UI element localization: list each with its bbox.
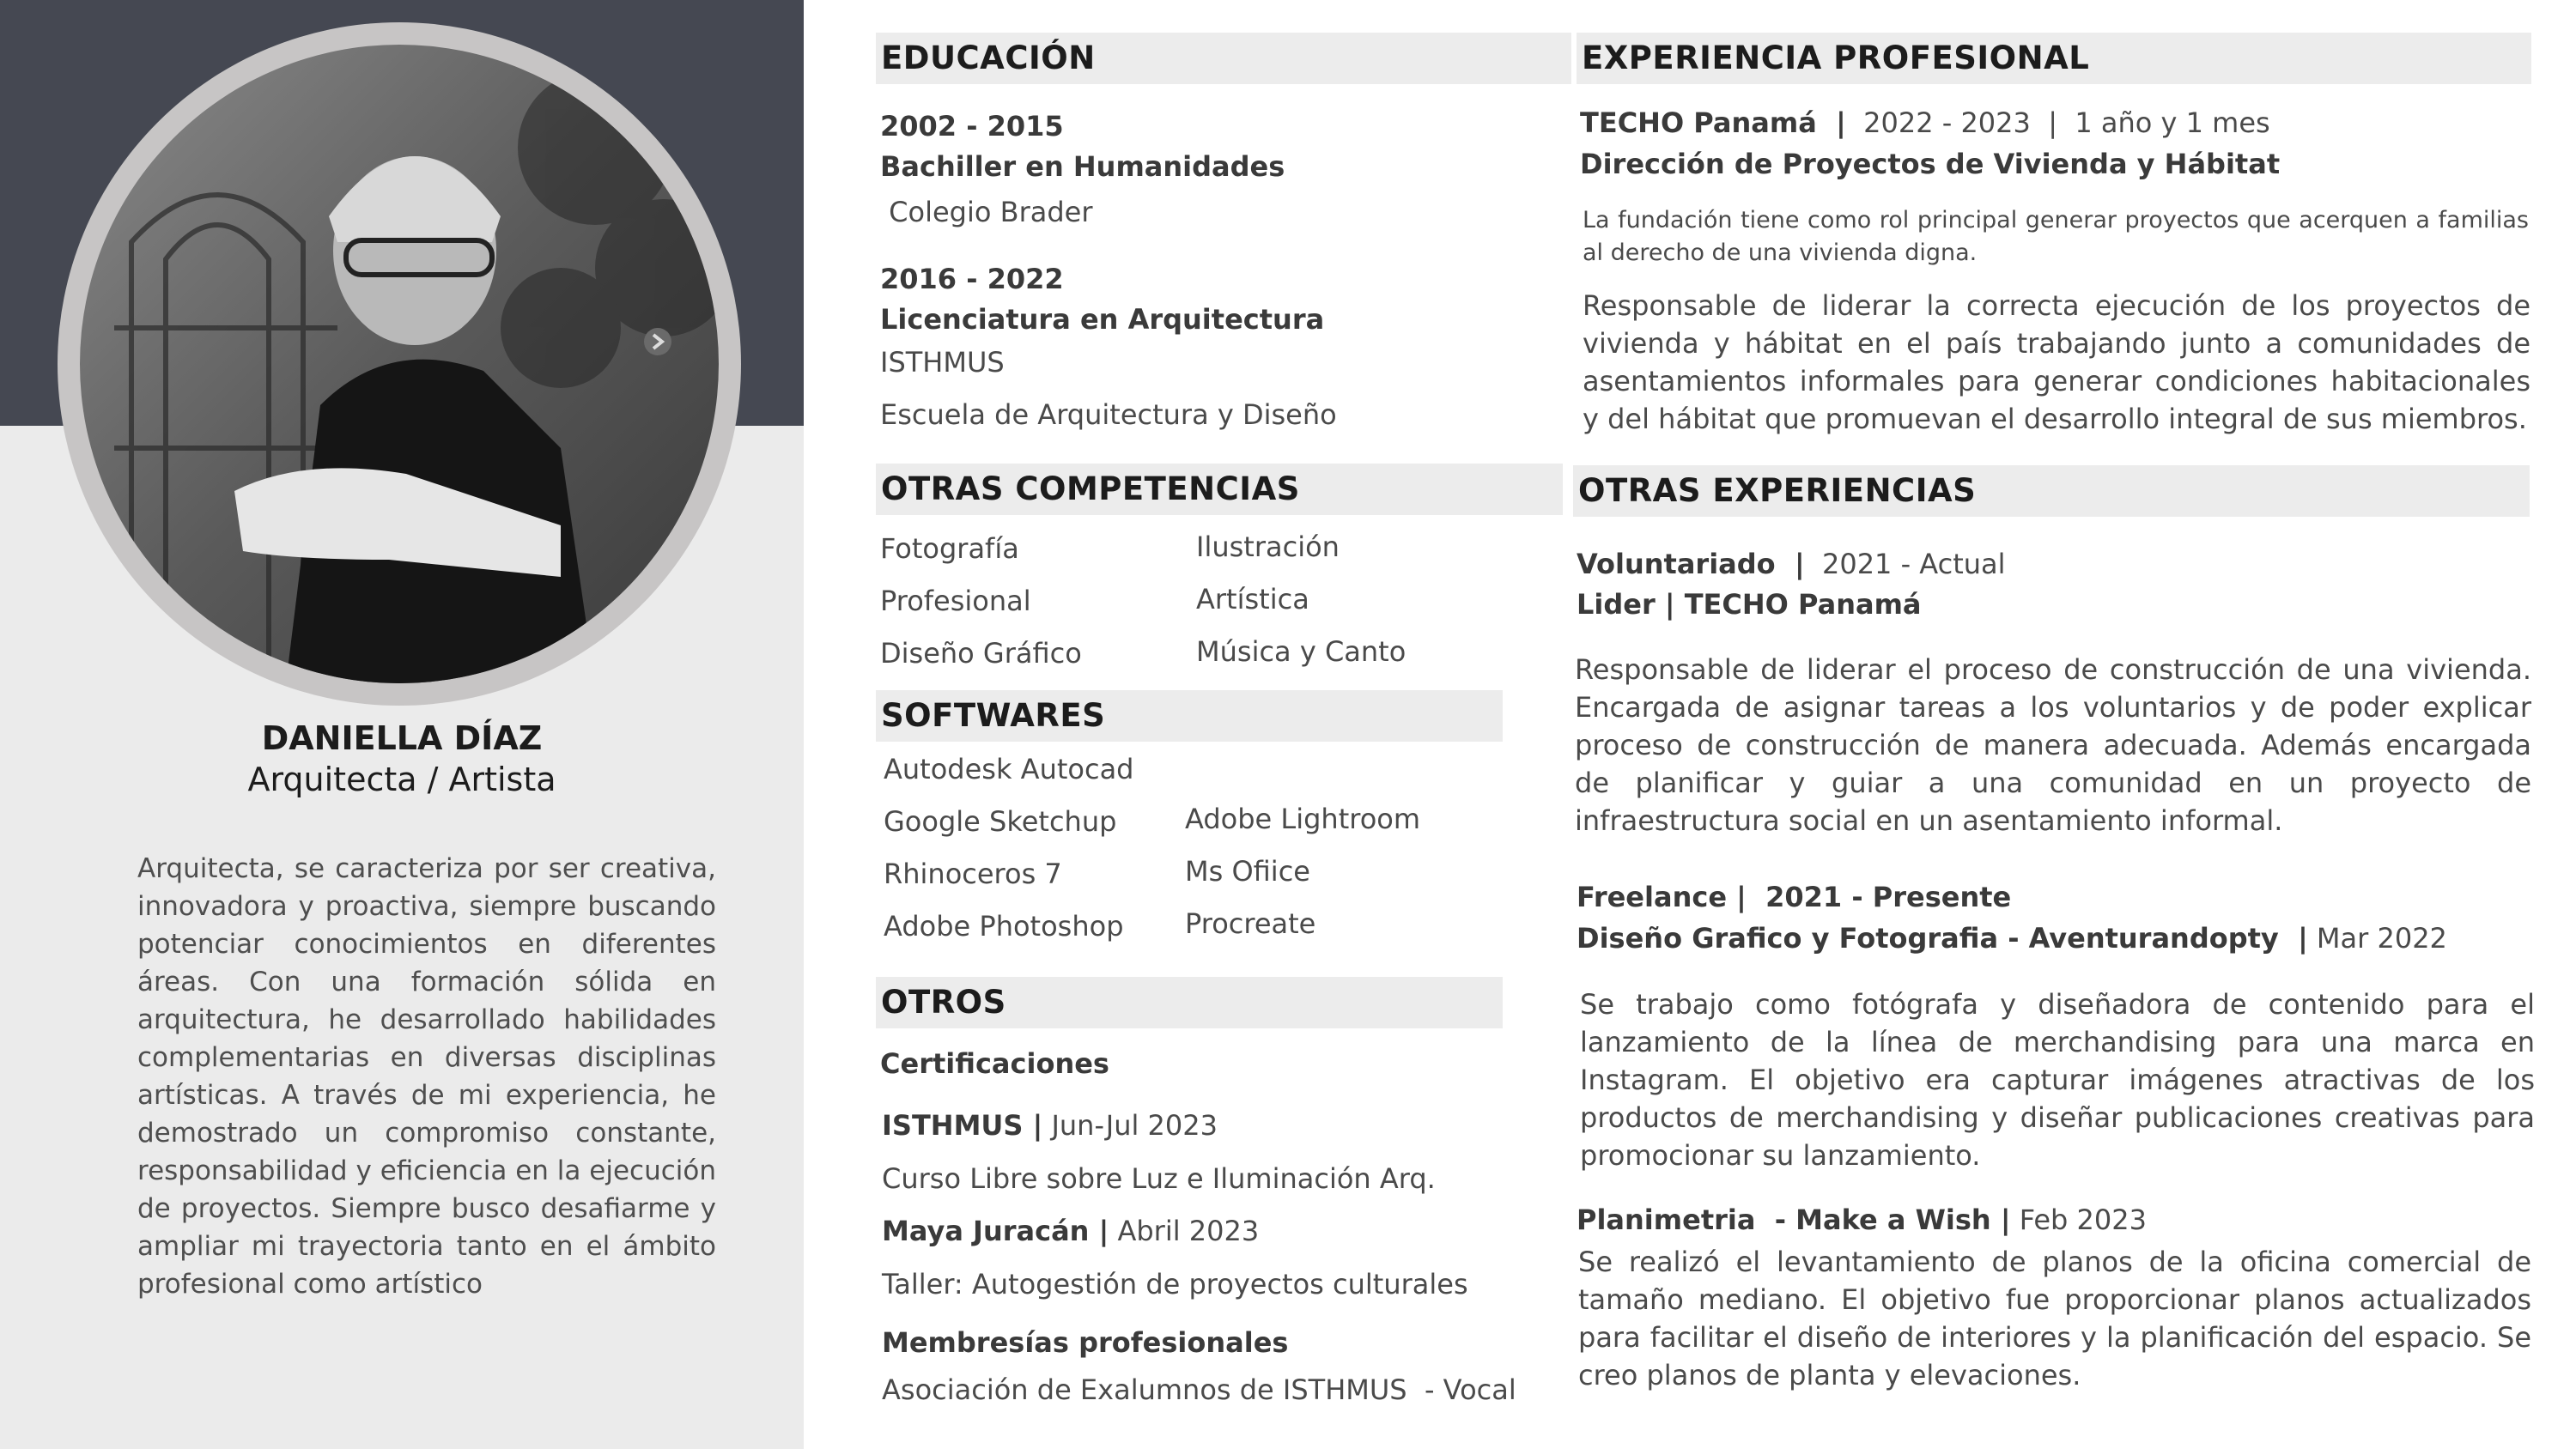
person-name: DANIELLA DÍAZ <box>261 719 543 757</box>
skill-item: Ilustración <box>1196 530 1340 563</box>
experience-header: EXPERIENCIA PROFESIONAL <box>1577 33 2531 84</box>
experience-about: La fundación tiene como rol principal generar proyectos que acerquen a familias al derecho de una vivienda digna. <box>1583 207 2529 266</box>
planimetry-date: Feb 2023 <box>2010 1203 2147 1236</box>
planimetry-desc: Se realizó el levantamiento de planos de la oficina comercial de tamaño mediano. El objetivo fue proporcionar planos actualizados para facilitar el diseño de interiores y la planificación del espacio. Se creo planos de planta y elevaciones. <box>1578 1246 2531 1391</box>
software-item: Adobe Photoshop <box>884 910 1124 943</box>
planimetry-line <box>1577 1203 2147 1236</box>
cert-1-date: Jun-Jul 2023 <box>1042 1109 1218 1142</box>
other-experience-header: OTRAS EXPERIENCIAS <box>1573 465 2530 517</box>
software-item: Procreate <box>1185 907 1316 940</box>
software-item: Google Sketchup <box>884 805 1117 838</box>
planimetry-role: Planimetria - Make a Wish | <box>1577 1203 2011 1236</box>
education-header: EDUCACIÓN <box>876 33 1571 84</box>
membership-item: Asociación de Exalumnos de ISTHMUS - Vocal <box>882 1373 1516 1406</box>
education-degree-1: Bachiller en Humanidades <box>880 150 1285 183</box>
cert-1 <box>882 1109 1218 1142</box>
software-header: SOFTWARES <box>876 690 1503 742</box>
freelance-line <box>1577 922 2447 955</box>
freelance-role: Diseño Grafico y Fotografia - Aventurandopty | <box>1577 922 2308 955</box>
skill-item: Fotografía <box>880 532 1019 565</box>
freelance-date: Mar 2022 <box>2307 922 2447 955</box>
experience-org: TECHO Panamá | <box>1580 106 1846 139</box>
volunteer-org: Voluntariado | <box>1577 548 1805 580</box>
skills-header: OTRAS COMPETENCIAS <box>876 464 1563 515</box>
memberships-title: Membresías profesionales <box>882 1326 1289 1359</box>
experience-position: Dirección de Proyectos de Vivienda y Hábitat <box>1580 148 2281 180</box>
education-school-1: Colegio Brader <box>880 196 1093 228</box>
cert-1-org: ISTHMUS | <box>882 1109 1043 1142</box>
cert-1-desc: Curso Libre sobre Luz e Iluminación Arq. <box>882 1162 1436 1195</box>
education-degree-2: Licenciatura en Arquitectura <box>880 303 1325 336</box>
skill-item: Música y Canto <box>1196 635 1406 668</box>
experience-org-line <box>1580 106 2270 139</box>
software-item: Ms Ofiice <box>1185 855 1310 888</box>
skill-item: Profesional <box>880 585 1031 617</box>
profile-bio: Arquitecta, se caracteriza por ser creativa, innovadora y proactiva, siempre buscando potenciar conocimientos en diferentes áreas. Con una formación sólida en arquitectura, he desarrollado habilidades complementarias en diversas disciplinas artísticas. A través de mi experiencia, he demostrado un compromiso constante, responsabilidad y eficiencia en la ejecución de proyectos. Siempre busco desafiarme y ampliar mi trayectoria tanto en el ámbito profesional como artístico <box>137 853 716 1300</box>
volunteer-line <box>1577 548 2006 580</box>
profile-photo <box>80 45 719 683</box>
software-item: Autodesk Autocad <box>884 753 1134 785</box>
experience-years: 2022 - 2023 <box>1845 106 2049 139</box>
volunteer-years: 2021 - Actual <box>1804 548 2006 580</box>
education-years-2: 2016 - 2022 <box>880 263 1064 295</box>
cert-2-org: Maya Juracán | <box>882 1215 1109 1247</box>
experience-desc: Responsable de liderar la correcta ejecución de los proyectos de vivienda y hábitat en el país trabajando junto a comunidades de asentamientos informales para generar condiciones habitacionales y del hábitat que promuevan el desarrollo integral de sus miembros. <box>1583 289 2530 435</box>
freelance-head: Freelance | 2021 - Presente <box>1577 881 2012 913</box>
skill-item: Artística <box>1196 583 1309 615</box>
experience-duration: | 1 año y 1 mes <box>2048 106 2270 139</box>
education-school-2-dept: Escuela de Arquitectura y Diseño <box>880 398 1337 431</box>
education-years-1: 2002 - 2015 <box>880 110 1064 142</box>
education-school-2: ISTHMUS <box>880 346 1005 379</box>
freelance-desc: Se trabajo como fotógrafa y diseñadora de contenido para el lanzamiento de la línea de merchandising para una marca en Instagram. El objetivo era capturar imágenes atractivas de los productos de merchandising y diseñar publicaciones creativas para promocionar su lanzamiento. <box>1580 988 2535 1172</box>
software-item: Adobe Lightroom <box>1185 803 1421 835</box>
cert-2-date: Abril 2023 <box>1109 1215 1260 1247</box>
volunteer-role: Lider | TECHO Panamá <box>1577 588 1922 621</box>
person-role: Arquitecta / Artista <box>247 761 556 798</box>
certifications-title: Certificaciones <box>880 1047 1109 1080</box>
skill-item: Diseño Gráfico <box>880 637 1082 670</box>
cert-2 <box>882 1215 1259 1247</box>
software-item: Rhinoceros 7 <box>884 858 1062 890</box>
volunteer-desc: Responsable de liderar el proceso de construcción de una vivienda. Encargada de asignar tareas a los voluntarios y de poder explicar proceso de construcción de manera adecuada. Además encargada de planificar y guiar a una comunidad en un proyecto de infraestructura social en un asentamiento informal. <box>1575 653 2531 837</box>
cert-2-desc: Taller: Autogestión de proyectos culturales <box>882 1268 1468 1300</box>
others-header: OTROS <box>876 977 1503 1028</box>
